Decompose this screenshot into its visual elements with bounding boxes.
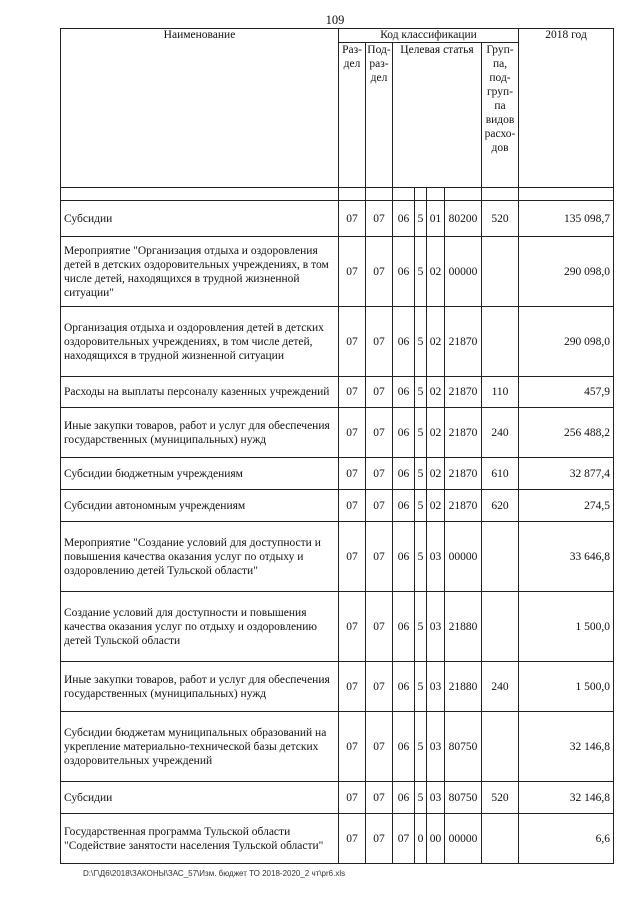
row-section: 07 <box>339 592 366 662</box>
row-subsection: 07 <box>366 662 393 712</box>
row-event-code: 03 <box>427 712 445 782</box>
row-subsection: 07 <box>366 592 393 662</box>
row-event-code: 02 <box>427 408 445 458</box>
row-section: 07 <box>339 522 366 592</box>
row-subprogram-code: 5 <box>415 408 427 458</box>
row-amount: 6,6 <box>519 814 614 864</box>
row-event-code: 02 <box>427 307 445 377</box>
header-name: Наименование <box>61 29 339 188</box>
row-section: 07 <box>339 377 366 408</box>
row-expense-type <box>482 592 519 662</box>
footer-file-path: D:\Г\Д6\2018\ЗАКОНЫ\ЗАС_57\Изм. бюджет ТО 2018-2020_2 чт\pr6.xls <box>83 869 346 878</box>
header-subsection: Под- раз- дел <box>366 43 393 188</box>
row-name: Мероприятие "Создание условий для доступности и повышения качества оказания услуг по отдыху и оздоровлению детей Тульской области" <box>61 522 339 592</box>
row-section: 07 <box>339 662 366 712</box>
row-name: Субсидии бюджетам муниципальных образований на укрепление материально-технической базы детских оздоровительных учреждений <box>61 712 339 782</box>
row-expense-type: 610 <box>482 458 519 490</box>
row-program-code: 06 <box>393 237 415 307</box>
table-row <box>61 592 614 662</box>
row-direction-code: 00000 <box>445 237 482 307</box>
row-event-code: 03 <box>427 662 445 712</box>
page-number: 109 <box>325 13 345 27</box>
row-amount: 290 098,0 <box>519 237 614 307</box>
row-section: 07 <box>339 490 366 522</box>
row-subsection: 07 <box>366 458 393 490</box>
table-row <box>61 712 614 782</box>
table-row <box>61 307 614 377</box>
row-expense-type <box>482 307 519 377</box>
row-program-code: 06 <box>393 408 415 458</box>
table-row <box>61 458 614 490</box>
table-row <box>61 377 614 408</box>
row-expense-type <box>482 712 519 782</box>
row-amount: 32 877,4 <box>519 458 614 490</box>
row-section: 07 <box>339 237 366 307</box>
row-direction-code: 21880 <box>445 662 482 712</box>
row-name: Организация отдыха и оздоровления детей в детских оздоровительных учреждениях, в том числе детей, находящихся в трудной жизненной ситуации <box>61 307 339 377</box>
row-section: 07 <box>339 814 366 864</box>
row-program-code: 06 <box>393 592 415 662</box>
table-row <box>61 814 614 864</box>
row-name: Субсидии <box>61 201 339 237</box>
row-subprogram-code: 5 <box>415 307 427 377</box>
row-event-code: 02 <box>427 377 445 408</box>
row-subprogram-code: 5 <box>415 377 427 408</box>
row-direction-code: 80750 <box>445 712 482 782</box>
row-amount: 457,9 <box>519 377 614 408</box>
row-subprogram-code: 5 <box>415 522 427 592</box>
row-name: Государственная программа Тульской области "Содействие занятости населения Тульской области" <box>61 814 339 864</box>
row-subsection: 07 <box>366 522 393 592</box>
table-row <box>61 237 614 307</box>
row-subsection: 07 <box>366 490 393 522</box>
header-target-article: Целевая статья <box>393 43 482 188</box>
row-direction-code: 21870 <box>445 307 482 377</box>
row-program-code: 06 <box>393 712 415 782</box>
row-name: Мероприятие "Организация отдыха и оздоровления детей в детских оздоровительных учреждениях, в том числе детей, находящихся в трудной жизненной ситуации" <box>61 237 339 307</box>
row-direction-code: 21870 <box>445 377 482 408</box>
row-section: 07 <box>339 307 366 377</box>
row-event-code: 02 <box>427 458 445 490</box>
row-amount: 135 098,7 <box>519 201 614 237</box>
table-row <box>61 782 614 814</box>
row-expense-type: 240 <box>482 408 519 458</box>
row-expense-type: 240 <box>482 662 519 712</box>
row-expense-type <box>482 237 519 307</box>
row-subprogram-code: 5 <box>415 458 427 490</box>
row-subsection: 07 <box>366 814 393 864</box>
row-program-code: 06 <box>393 490 415 522</box>
row-name: Иные закупки товаров, работ и услуг для обеспечения государственных (муниципальных) нужд <box>61 662 339 712</box>
row-expense-type <box>482 814 519 864</box>
row-subsection: 07 <box>366 782 393 814</box>
row-amount: 1 500,0 <box>519 662 614 712</box>
row-program-code: 06 <box>393 782 415 814</box>
table-row <box>61 408 614 458</box>
row-expense-type: 110 <box>482 377 519 408</box>
table-row <box>61 522 614 592</box>
row-subprogram-code: 5 <box>415 237 427 307</box>
header-year: 2018 год <box>519 29 614 188</box>
row-subprogram-code: 5 <box>415 592 427 662</box>
row-expense-type: 620 <box>482 490 519 522</box>
row-section: 07 <box>339 782 366 814</box>
spacer-row <box>61 188 614 201</box>
row-program-code: 06 <box>393 201 415 237</box>
row-subprogram-code: 5 <box>415 201 427 237</box>
row-program-code: 06 <box>393 522 415 592</box>
row-direction-code: 21870 <box>445 408 482 458</box>
row-name: Создание условий для доступности и повышения качества оказания услуг по отдыху и оздоровлению детей Тульской области <box>61 592 339 662</box>
row-subprogram-code: 5 <box>415 712 427 782</box>
row-event-code: 02 <box>427 237 445 307</box>
row-name: Субсидии бюджетным учреждениям <box>61 458 339 490</box>
row-subprogram-code: 5 <box>415 490 427 522</box>
row-subsection: 07 <box>366 307 393 377</box>
budget-table <box>60 28 614 864</box>
row-section: 07 <box>339 408 366 458</box>
row-section: 07 <box>339 458 366 490</box>
row-direction-code: 00000 <box>445 522 482 592</box>
row-direction-code: 21870 <box>445 458 482 490</box>
row-amount: 32 146,8 <box>519 712 614 782</box>
table-row <box>61 662 614 712</box>
table-row <box>61 201 614 237</box>
row-expense-type <box>482 522 519 592</box>
row-expense-type: 520 <box>482 201 519 237</box>
header-section: Раз- дел <box>339 43 366 188</box>
table-body <box>61 188 614 864</box>
row-event-code: 03 <box>427 522 445 592</box>
row-name: Расходы на выплаты персоналу казенных учреждений <box>61 377 339 408</box>
row-section: 07 <box>339 201 366 237</box>
row-direction-code: 80200 <box>445 201 482 237</box>
row-name: Иные закупки товаров, работ и услуг для обеспечения государственных (муниципальных) нужд <box>61 408 339 458</box>
row-amount: 33 646,8 <box>519 522 614 592</box>
row-direction-code: 21870 <box>445 490 482 522</box>
header-group: Груп- па, под- груп- па видов расхо- дов <box>482 43 519 188</box>
table-row <box>61 490 614 522</box>
row-amount: 256 488,2 <box>519 408 614 458</box>
row-subsection: 07 <box>366 408 393 458</box>
row-subprogram-code: 0 <box>415 814 427 864</box>
row-program-code: 06 <box>393 458 415 490</box>
row-name: Субсидии <box>61 782 339 814</box>
row-subsection: 07 <box>366 237 393 307</box>
row-event-code: 01 <box>427 201 445 237</box>
row-amount: 32 146,8 <box>519 782 614 814</box>
row-event-code: 03 <box>427 782 445 814</box>
row-event-code: 03 <box>427 592 445 662</box>
row-direction-code: 80750 <box>445 782 482 814</box>
row-section: 07 <box>339 712 366 782</box>
row-event-code: 02 <box>427 490 445 522</box>
row-subprogram-code: 5 <box>415 782 427 814</box>
row-subsection: 07 <box>366 377 393 408</box>
row-direction-code: 00000 <box>445 814 482 864</box>
row-amount: 290 098,0 <box>519 307 614 377</box>
row-subprogram-code: 5 <box>415 662 427 712</box>
row-program-code: 06 <box>393 377 415 408</box>
row-subsection: 07 <box>366 201 393 237</box>
row-program-code: 06 <box>393 307 415 377</box>
row-program-code: 07 <box>393 814 415 864</box>
row-amount: 274,5 <box>519 490 614 522</box>
row-direction-code: 21880 <box>445 592 482 662</box>
row-event-code: 00 <box>427 814 445 864</box>
row-expense-type: 520 <box>482 782 519 814</box>
row-subsection: 07 <box>366 712 393 782</box>
header-classification-code: Код классификации <box>339 29 519 43</box>
row-name: Субсидии автономным учреждениям <box>61 490 339 522</box>
row-program-code: 06 <box>393 662 415 712</box>
row-amount: 1 500,0 <box>519 592 614 662</box>
